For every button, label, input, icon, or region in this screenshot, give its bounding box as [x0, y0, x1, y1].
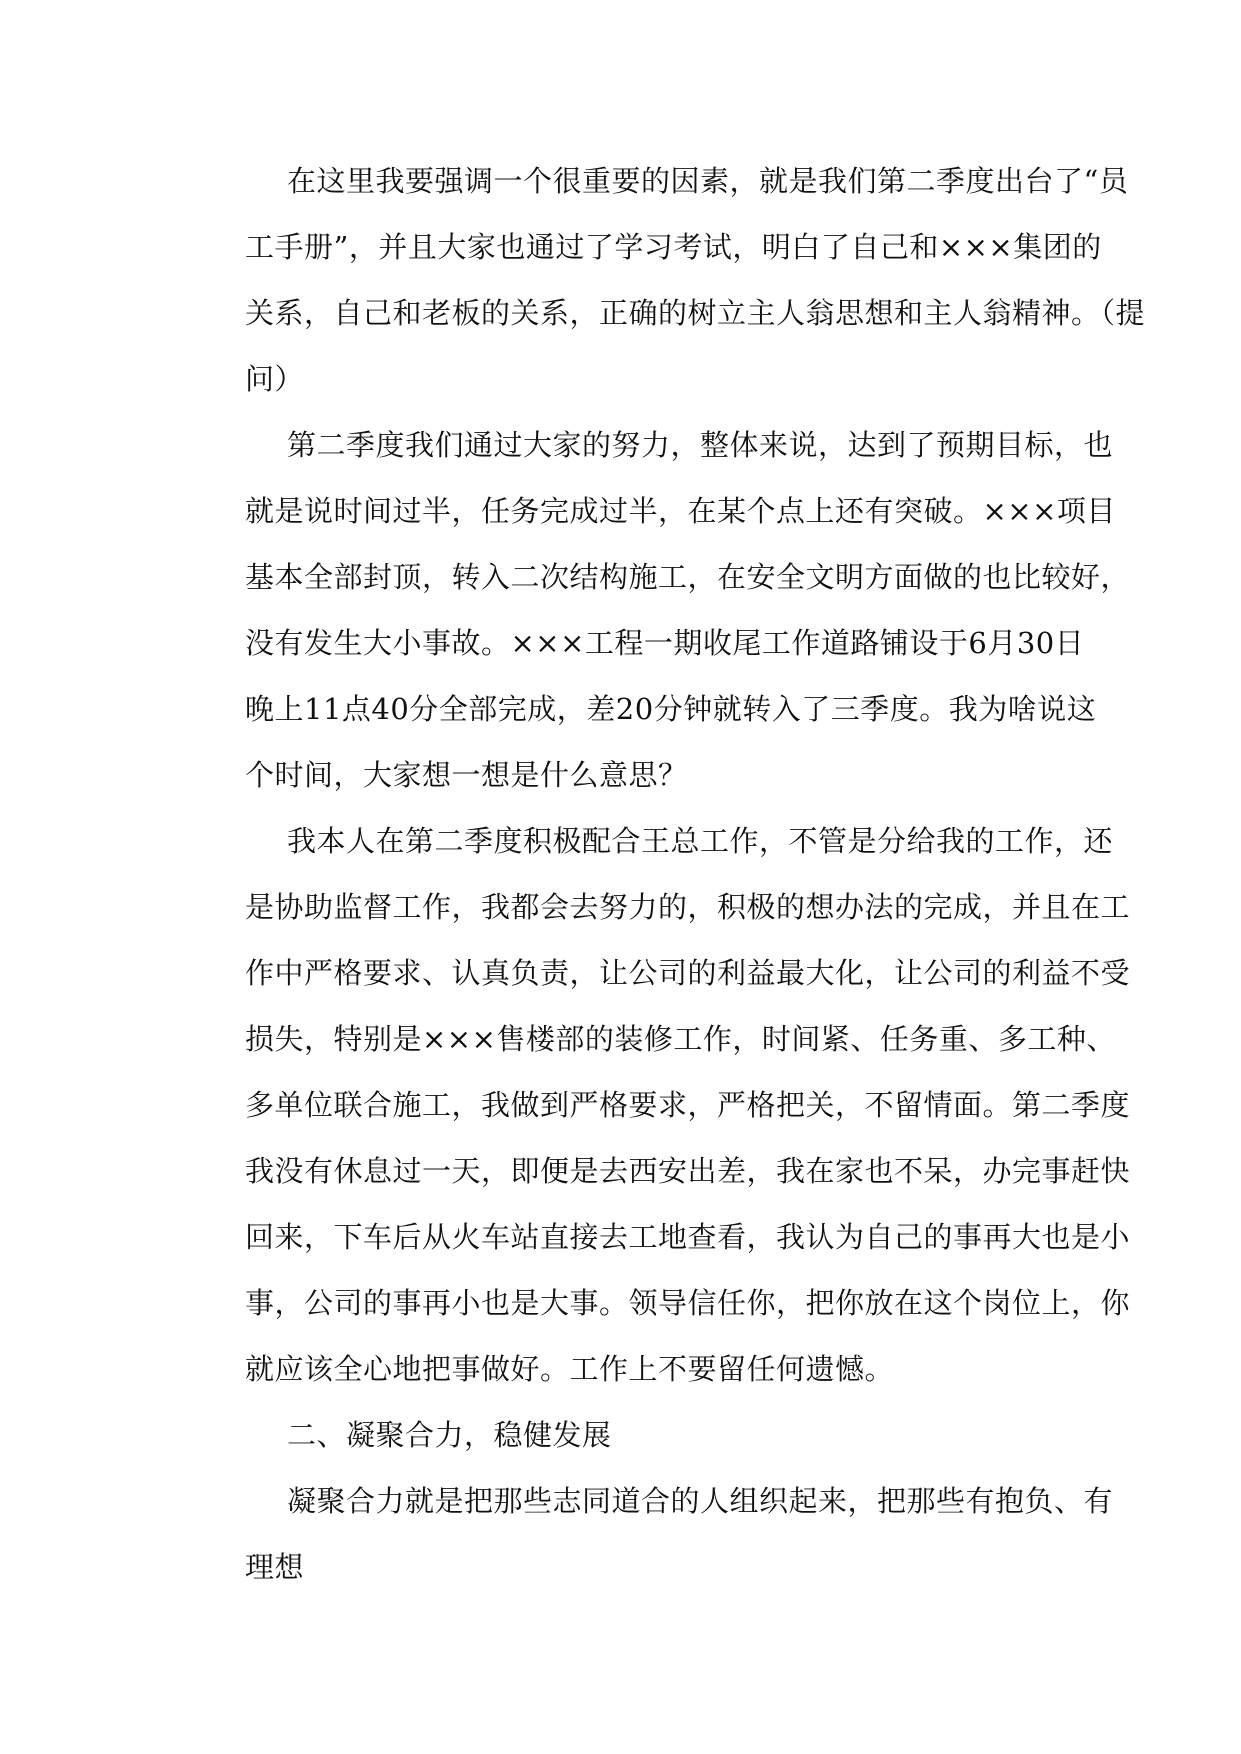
- text-line: 我本人在第二季度积极配合王总工作，不管是分给我的工作，还: [287, 824, 1114, 858]
- paragraph-cohesion: [187, 1468, 1114, 1600]
- text-line: 关系，自己和老板的关系，正确的树立主人翁思想和主人翁精神。（提: [245, 296, 1146, 330]
- text-line: 凝聚合力就是把那些志同道合的人组织起来，把那些有抱负、有: [287, 1484, 1114, 1518]
- section-heading: [187, 1402, 1055, 1468]
- paragraph-personal-work: [187, 808, 1131, 1402]
- document-body: [187, 148, 1146, 1600]
- text-line: 事，公司的事再小也是大事。领导信任你，把你放在这个岗位上，你: [245, 1286, 1131, 1320]
- text-line: 第二季度我们通过大家的努力，整体来说，达到了预期目标，也: [287, 428, 1114, 462]
- text-line: 多单位联合施工，我做到严格要求，严格把关，不留情面。第二季度: [245, 1088, 1131, 1122]
- text-line: 问）: [245, 362, 305, 396]
- text-line: 作中严格要求、认真负责，让公司的利益最大化，让公司的利益不受: [245, 956, 1131, 990]
- text-line: 理想: [245, 1550, 305, 1584]
- text-line: 回来，下车后从火车站直接去工地查看，我认为自己的事再大也是小: [245, 1220, 1131, 1254]
- text-line: 基本全部封顶，转入二次结构施工，在安全文明方面做的也比较好，: [245, 560, 1131, 594]
- text-line: 工手册”，并且大家也通过了学习考试，明白了自己和×××集团的: [245, 230, 1102, 264]
- text-line: 在这里我要强调一个很重要的因素，就是我们第二季度出台了“员: [287, 164, 1129, 198]
- paragraph-q2-results: [187, 412, 1131, 808]
- text-line: 就是说时间过半，任务完成过半，在某个点上还有突破。×××项目: [245, 494, 1116, 528]
- text-line: 就应该全心地把事做好。工作上不要留任何遗憾。: [245, 1352, 895, 1386]
- text-line: 是协助监督工作，我都会去努力的，积极的想办法的完成，并且在工: [245, 890, 1131, 924]
- text-line: 损失，特别是×××售楼部的装修工作，时间紧、任务重、多工种、: [245, 1022, 1116, 1056]
- heading-line: 二、凝聚合力，稳健发展: [287, 1418, 612, 1452]
- text-line: 我没有休息过一天，即便是去西安出差，我在家也不呆，办完事赶快: [245, 1154, 1131, 1188]
- text-line: 个时间，大家想一想是什么意思？: [245, 758, 688, 792]
- text-line: 晚上11点40分全部完成，差20分钟就转入了三季度。我为啥说这: [245, 692, 1097, 726]
- text-line: 没有发生大小事故。×××工程一期收尾工作道路铺设于6月30日: [245, 626, 1085, 660]
- paragraph-employee-handbook: [187, 148, 1146, 412]
